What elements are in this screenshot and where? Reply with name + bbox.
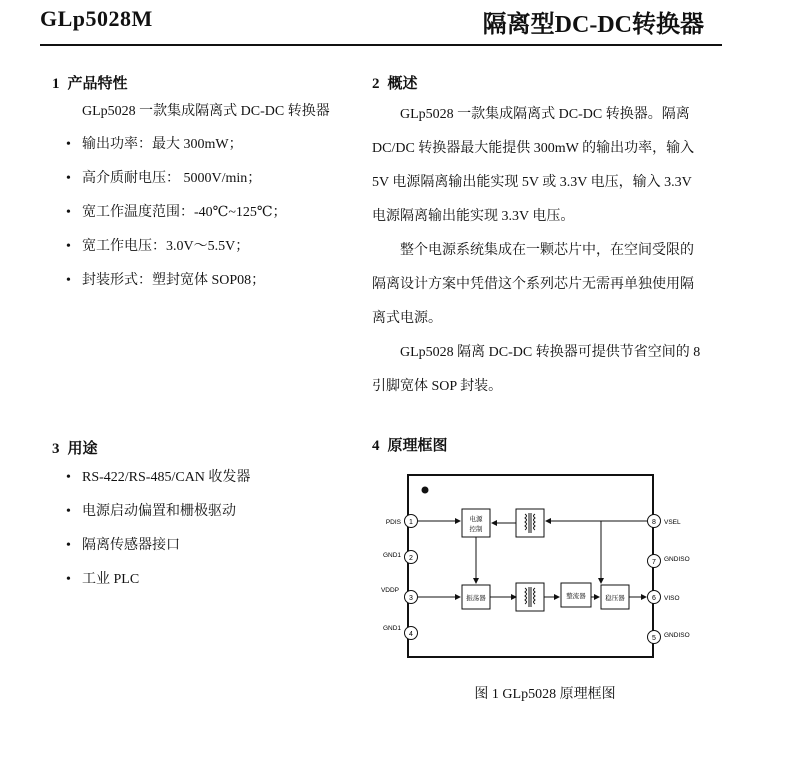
regulator-block bbox=[601, 585, 629, 609]
svg-text:GND1: GND1 bbox=[382, 625, 401, 632]
svg-text:GNDISO: GNDISO bbox=[664, 632, 690, 639]
section-heading-applications: 3 用途 bbox=[52, 441, 98, 457]
oscillator-block bbox=[462, 585, 490, 609]
svg-text:6: 6 bbox=[652, 595, 656, 602]
svg-text:GNDISO: GNDISO bbox=[664, 556, 690, 563]
svg-text:1: 1 bbox=[409, 519, 413, 526]
svg-text:VISO: VISO bbox=[664, 595, 680, 602]
text-line: DC/DC 转换器最大能提供 300mW 的输出功率，输入 bbox=[372, 141, 695, 156]
features-list bbox=[66, 134, 287, 304]
pin1-dot bbox=[422, 487, 429, 494]
list-item: • 宽工作温度范围：-40℃~125℃； bbox=[66, 202, 287, 236]
svg-text:8: 8 bbox=[652, 519, 656, 526]
list-item: • 高介质耐电压： 5000V/min； bbox=[66, 168, 287, 202]
svg-text:控制: 控制 bbox=[469, 526, 483, 533]
svg-text:4: 4 bbox=[409, 631, 413, 638]
section-heading-block-diagram: 4 原理框图 bbox=[372, 438, 448, 454]
svg-text:2: 2 bbox=[409, 555, 413, 562]
svg-text:PDIS: PDIS bbox=[385, 519, 401, 526]
svg-text:整流器: 整流器 bbox=[566, 593, 586, 600]
list-item: • RS-422/RS-485/CAN 收发器 bbox=[66, 467, 250, 501]
svg-text:GND1: GND1 bbox=[382, 552, 401, 559]
svg-text:VSEL: VSEL bbox=[664, 519, 681, 526]
svg-text:5: 5 bbox=[652, 635, 656, 642]
chip-outline bbox=[408, 475, 653, 657]
rectifier-block bbox=[561, 583, 591, 607]
text-line: 整个电源系统集成在一颗芯片中，在空间受限的 bbox=[400, 243, 694, 258]
pin-left-1 bbox=[386, 515, 418, 528]
text-line: 隔离设计方案中凭借这个系列芯片无需再单独使用隔 bbox=[372, 277, 694, 292]
pin-left-3 bbox=[381, 587, 418, 604]
applications-list bbox=[66, 467, 250, 603]
list-item: • 隔离传感器接口 bbox=[66, 535, 250, 569]
document-title: 隔离型DC-DC转换器 bbox=[482, 12, 704, 38]
svg-text:振荡器: 振荡器 bbox=[466, 595, 486, 602]
text-line: 引脚宽体 SOP 封装。 bbox=[372, 379, 503, 394]
svg-text:VDDP: VDDP bbox=[380, 587, 399, 594]
svg-text:电源: 电源 bbox=[469, 516, 483, 523]
svg-text:稳压器: 稳压器 bbox=[605, 595, 625, 602]
text-line: GLp5028 隔离 DC-DC 转换器可提供节省空间的 8 bbox=[400, 345, 701, 360]
features-intro: GLp5028 一款集成隔离式 DC-DC 转换器 bbox=[82, 104, 330, 119]
text-line: GLp5028 一款集成隔离式 DC-DC 转换器。隔离 bbox=[400, 107, 690, 122]
overview-text bbox=[372, 98, 717, 404]
svg-text:7: 7 bbox=[652, 559, 656, 566]
model-number: GLp5028M bbox=[40, 6, 153, 31]
list-item: • 输出功率：最大 300mW； bbox=[66, 134, 287, 168]
svg-text:3: 3 bbox=[409, 595, 413, 602]
text-line: 离式电源。 bbox=[372, 311, 442, 326]
section-heading-overview: 2 概述 bbox=[372, 76, 418, 92]
pin-left-4 bbox=[383, 625, 418, 640]
block-diagram bbox=[370, 470, 700, 670]
transformer-icon bbox=[516, 583, 544, 611]
list-item: • 封装形式：塑封宽体 SOP08； bbox=[66, 270, 287, 304]
pin-right-5 bbox=[648, 631, 690, 644]
list-item: • 电源启动偏置和栅极驱动 bbox=[66, 501, 250, 535]
list-item: • 宽工作电压：3.0V～5.5V； bbox=[66, 236, 287, 270]
pin-right-6 bbox=[648, 591, 680, 604]
transformer-icon bbox=[516, 509, 544, 537]
pin-right-7 bbox=[648, 555, 690, 568]
power-control-block bbox=[462, 509, 490, 537]
pin-left-2 bbox=[383, 551, 418, 564]
section-heading-features: 1 产品特性 bbox=[52, 76, 128, 92]
figure-caption: 图 1 GLp5028 原理框图 bbox=[474, 687, 616, 702]
text-line: 5V 电源隔离输出能实现 5V 或 3.3V 电压，输入 3.3V bbox=[372, 175, 692, 190]
page-header bbox=[40, 0, 722, 46]
pin-right-8 bbox=[648, 515, 682, 528]
text-line: 电源隔离输出能实现 3.3V 电压。 bbox=[372, 209, 575, 224]
list-item: • 工业 PLC bbox=[66, 569, 250, 603]
